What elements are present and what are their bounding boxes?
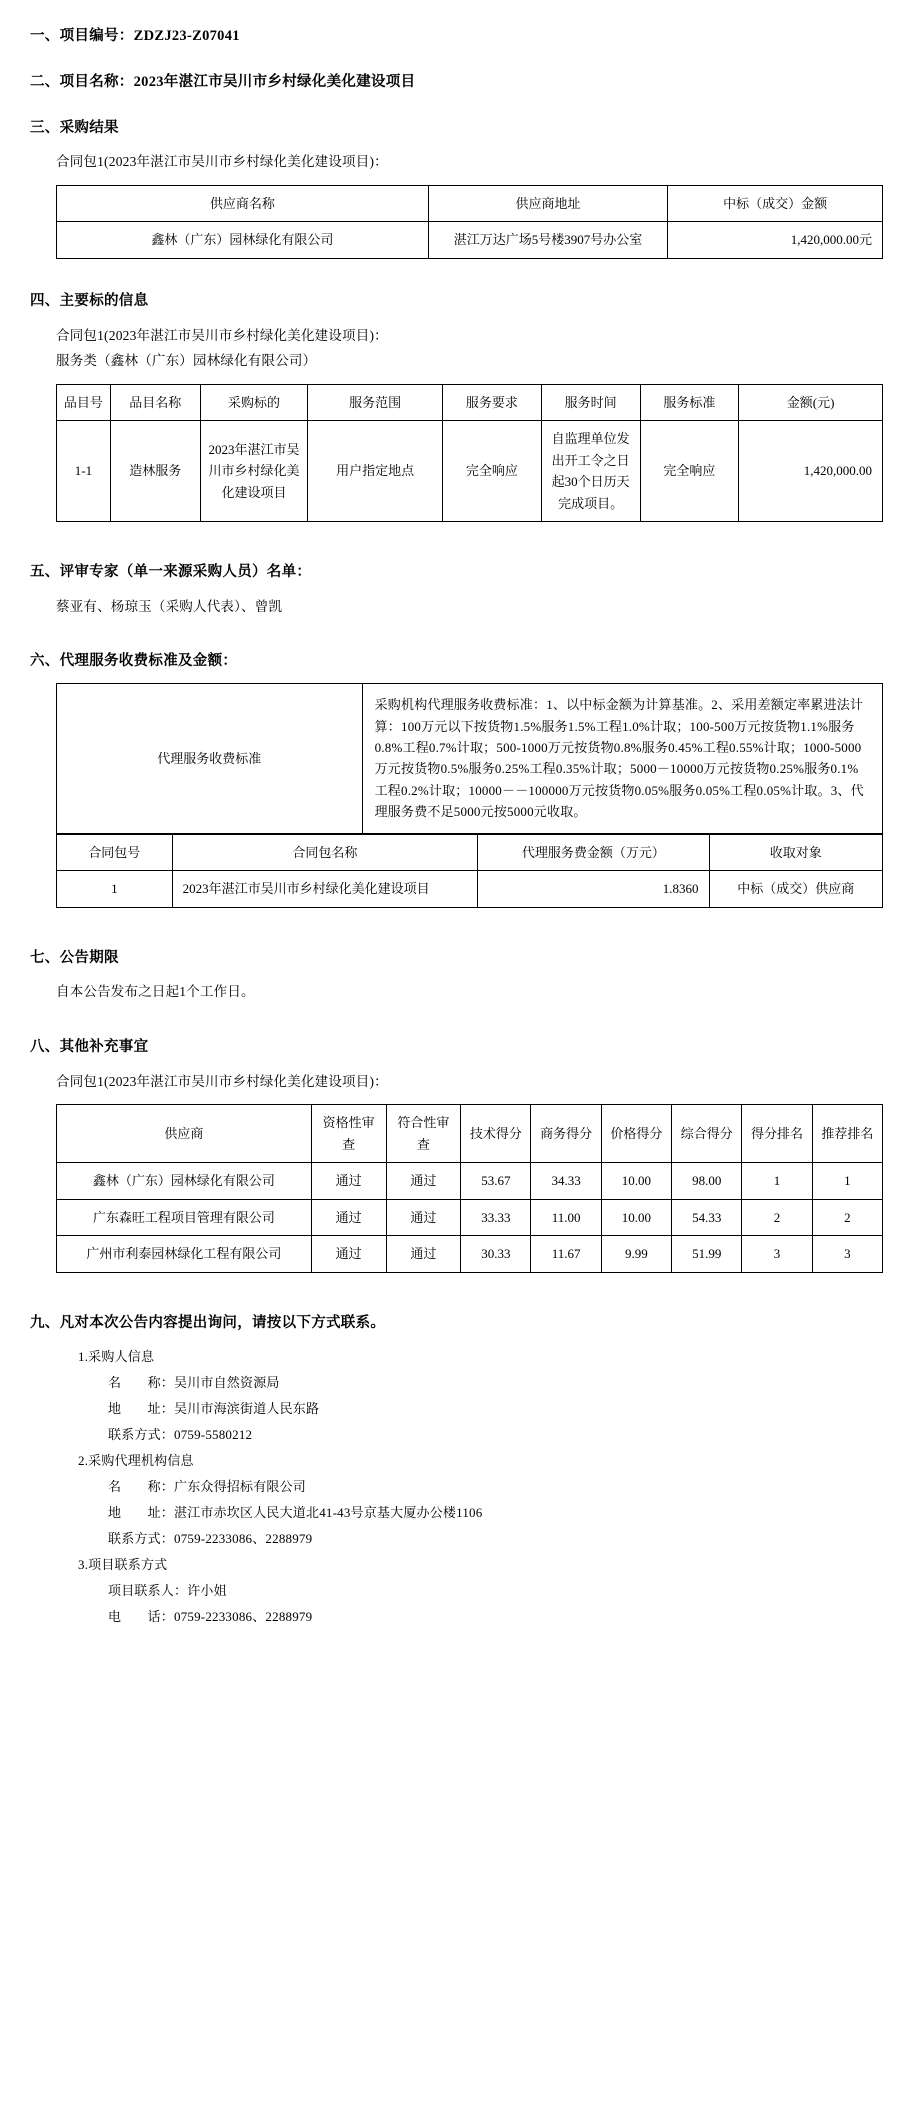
table-row xyxy=(57,871,883,907)
main-subject-table xyxy=(56,384,883,522)
cell-score-rank: 2 xyxy=(742,1199,812,1235)
agency-fee-package-table xyxy=(56,834,883,908)
cell-business-score: 11.67 xyxy=(531,1236,601,1272)
cell-business-score: 34.33 xyxy=(531,1163,601,1199)
col-total-score: 综合得分 xyxy=(672,1105,742,1163)
section-5-heading: 五、评审专家（单一来源采购人员）名单： xyxy=(30,563,312,580)
col-technical-score: 技术得分 xyxy=(461,1105,531,1163)
col-item-no: 品目号 xyxy=(57,384,111,420)
col-procurement-target: 采购标的 xyxy=(200,384,308,420)
cell-price-score: 9.99 xyxy=(601,1236,671,1272)
section-announcement-period xyxy=(30,948,887,1005)
section-4-heading: 四、主要标的信息 xyxy=(30,292,149,309)
col-service-time: 服务时间 xyxy=(541,384,640,420)
col-supplier-address: 供应商地址 xyxy=(428,185,668,221)
cell-service-time: 自监理单位发出开工令之日起30个日历天完成项目。 xyxy=(541,421,640,522)
section-3-heading: 三、采购结果 xyxy=(30,119,119,136)
col-service-standard: 服务标准 xyxy=(640,384,739,420)
cell-package-no: 1 xyxy=(57,871,173,907)
section-agency-fee xyxy=(30,651,887,907)
cell-score-rank: 1 xyxy=(742,1163,812,1199)
cell-total-score: 51.99 xyxy=(672,1236,742,1272)
cell-item-name: 造林服务 xyxy=(110,421,200,522)
cell-price-score: 10.00 xyxy=(601,1199,671,1235)
col-recommend-rank: 推荐排名 xyxy=(812,1105,882,1163)
cell-package-name: 2023年湛江市吴川市乡村绿化美化建设项目 xyxy=(172,871,478,907)
cell-business-score: 11.00 xyxy=(531,1199,601,1235)
col-business-score: 商务得分 xyxy=(531,1105,601,1163)
cell-qualification-review: 通过 xyxy=(311,1199,386,1235)
supplier-score-table xyxy=(56,1104,883,1272)
col-compliance-review: 符合性审查 xyxy=(386,1105,461,1163)
table-row xyxy=(57,1163,883,1199)
cell-agency-fee-amount: 1.8360 xyxy=(478,871,709,907)
cell-technical-score: 30.33 xyxy=(461,1236,531,1272)
col-award-amount: 中标（成交）金额 xyxy=(668,185,883,221)
section-project-name xyxy=(30,72,887,94)
cell-supplier: 广州市利泰园林绿化工程有限公司 xyxy=(57,1236,312,1272)
cell-fee-standard-text: 采购机构代理服务收费标准：1、以中标金额为计算基准。2、采用差额定率累进法计算：100万元以下按货物1.5%服务1.5%工程1.0%计取；100-500万元按货物1.1%服务0.8%工程0.7%计取；500-1000万元按货物0.8%服务0.45%工程0.55%计取；1000-5000万元按货物0.5%服务0.25%工程0.35%计取；5000－10000万元按货物0.25%服务0.1%工程0.2%计取；10000－－100000万元按货物0.05%服务0.05%工程0.05%计取。3、代理服务费不足5000元按5000元收取。 xyxy=(362,684,882,834)
col-charge-target: 收取对象 xyxy=(709,834,882,870)
col-package-name: 合同包名称 xyxy=(172,834,478,870)
col-score-rank: 得分排名 xyxy=(742,1105,812,1163)
section-6-heading: 六、代理服务收费标准及金额： xyxy=(30,653,238,670)
cell-recommend-rank: 2 xyxy=(812,1199,882,1235)
col-item-name: 品目名称 xyxy=(110,384,200,420)
announcement-period-body: 自本公告发布之日起1个工作日。 xyxy=(56,984,255,1000)
cell-qualification-review: 通过 xyxy=(311,1236,386,1272)
agency-address: 地 址：湛江市赤坎区人民大道北41-43号京基大厦办公楼1106 xyxy=(108,1505,483,1521)
section-main-subject-info xyxy=(30,291,887,522)
section-3-package-line: 合同包1(2023年湛江市吴川市乡村绿化美化建设项目)： xyxy=(56,154,388,170)
purchaser-info-title: 1.采购人信息 xyxy=(78,1349,155,1365)
cell-fee-standard-label: 代理服务收费标准 xyxy=(57,684,363,834)
section-7-heading: 七、公告期限 xyxy=(30,949,119,966)
table-header-row xyxy=(57,1105,883,1163)
cell-procurement-target: 2023年湛江市吴川市乡村绿化美化建设项目 xyxy=(200,421,308,522)
table-row xyxy=(57,684,883,834)
agency-name: 名 称：广东众得招标有限公司 xyxy=(108,1479,307,1495)
agency-fee-standard-table xyxy=(56,683,883,834)
procurement-result-table xyxy=(56,185,883,259)
cell-recommend-rank: 3 xyxy=(812,1236,882,1272)
purchaser-address: 地 址：吴川市海滨街道人民东路 xyxy=(108,1401,320,1417)
col-amount: 金额(元) xyxy=(739,384,883,420)
agency-info-title: 2.采购代理机构信息 xyxy=(78,1453,194,1469)
section-1-heading: 一、项目编号：ZDZJ23-Z07041 xyxy=(30,28,240,44)
col-agency-fee-amount: 代理服务费金额（万元） xyxy=(478,834,709,870)
cell-service-standard: 完全响应 xyxy=(640,421,739,522)
table-header-row xyxy=(57,384,883,420)
col-service-requirement: 服务要求 xyxy=(442,384,541,420)
cell-charge-target: 中标（成交）供应商 xyxy=(709,871,882,907)
cell-qualification-review: 通过 xyxy=(311,1163,386,1199)
cell-technical-score: 33.33 xyxy=(461,1199,531,1235)
cell-supplier-name: 鑫林（广东）园林绿化有限公司 xyxy=(57,222,429,258)
cell-score-rank: 3 xyxy=(742,1236,812,1272)
project-contact-title: 3.项目联系方式 xyxy=(78,1557,168,1573)
cell-total-score: 54.33 xyxy=(672,1199,742,1235)
cell-item-no: 1-1 xyxy=(57,421,111,522)
section-project-number xyxy=(30,26,887,48)
project-contact-person: 项目联系人：许小姐 xyxy=(108,1583,227,1599)
cell-compliance-review: 通过 xyxy=(386,1236,461,1272)
cell-compliance-review: 通过 xyxy=(386,1199,461,1235)
table-row xyxy=(57,1236,883,1272)
cell-price-score: 10.00 xyxy=(601,1163,671,1199)
section-8-package-line: 合同包1(2023年湛江市吴川市乡村绿化美化建设项目)： xyxy=(56,1073,388,1089)
cell-supplier: 广东森旺工程项目管理有限公司 xyxy=(57,1199,312,1235)
purchaser-contact: 联系方式：0759-5580212 xyxy=(108,1427,253,1443)
cell-supplier: 鑫林（广东）园林绿化有限公司 xyxy=(57,1163,312,1199)
cell-supplier-address: 湛江万达广场5号楼3907号办公室 xyxy=(428,222,668,258)
col-qualification-review: 资格性审查 xyxy=(311,1105,386,1163)
cell-service-requirement: 完全响应 xyxy=(442,421,541,522)
col-supplier: 供应商 xyxy=(57,1105,312,1163)
section-other-matters xyxy=(30,1037,887,1273)
project-contact-phone: 电 话：0759-2233086、2288979 xyxy=(108,1609,313,1625)
table-row xyxy=(57,421,883,522)
expert-name-list: 蔡亚有、杨琼玉（采购人代表）、曾凯 xyxy=(56,598,283,614)
col-package-no: 合同包号 xyxy=(57,834,173,870)
section-8-heading: 八、其他补充事宜 xyxy=(30,1039,149,1056)
section-procurement-result xyxy=(30,118,887,259)
table-row xyxy=(57,1199,883,1235)
cell-service-scope: 用户指定地点 xyxy=(308,421,443,522)
col-price-score: 价格得分 xyxy=(601,1105,671,1163)
cell-compliance-review: 通过 xyxy=(386,1163,461,1199)
section-9-heading: 九、凡对本次公告内容提出询问，请按以下方式联系。 xyxy=(30,1314,386,1331)
cell-amount: 1,420,000.00 xyxy=(739,421,883,522)
cell-total-score: 98.00 xyxy=(672,1163,742,1199)
section-4-package-line: 合同包1(2023年湛江市吴川市乡村绿化美化建设项目)： xyxy=(56,327,388,343)
col-supplier-name: 供应商名称 xyxy=(57,185,429,221)
cell-award-amount: 1,420,000.00元 xyxy=(668,222,883,258)
cell-technical-score: 53.67 xyxy=(461,1163,531,1199)
section-contact-info xyxy=(30,1313,887,1631)
agency-contact: 联系方式：0759-2233086、2288979 xyxy=(108,1531,313,1547)
section-4-category-line: 服务类（鑫林（广东）园林绿化有限公司） xyxy=(56,353,317,369)
cell-recommend-rank: 1 xyxy=(812,1163,882,1199)
table-header-row xyxy=(57,185,883,221)
section-review-experts xyxy=(30,562,887,619)
table-header-row xyxy=(57,834,883,870)
purchaser-name: 名 称：吴川市自然资源局 xyxy=(108,1375,280,1391)
table-row xyxy=(57,222,883,258)
col-service-scope: 服务范围 xyxy=(308,384,443,420)
section-2-heading: 二、项目名称：2023年湛江市吴川市乡村绿化美化建设项目 xyxy=(30,73,416,90)
